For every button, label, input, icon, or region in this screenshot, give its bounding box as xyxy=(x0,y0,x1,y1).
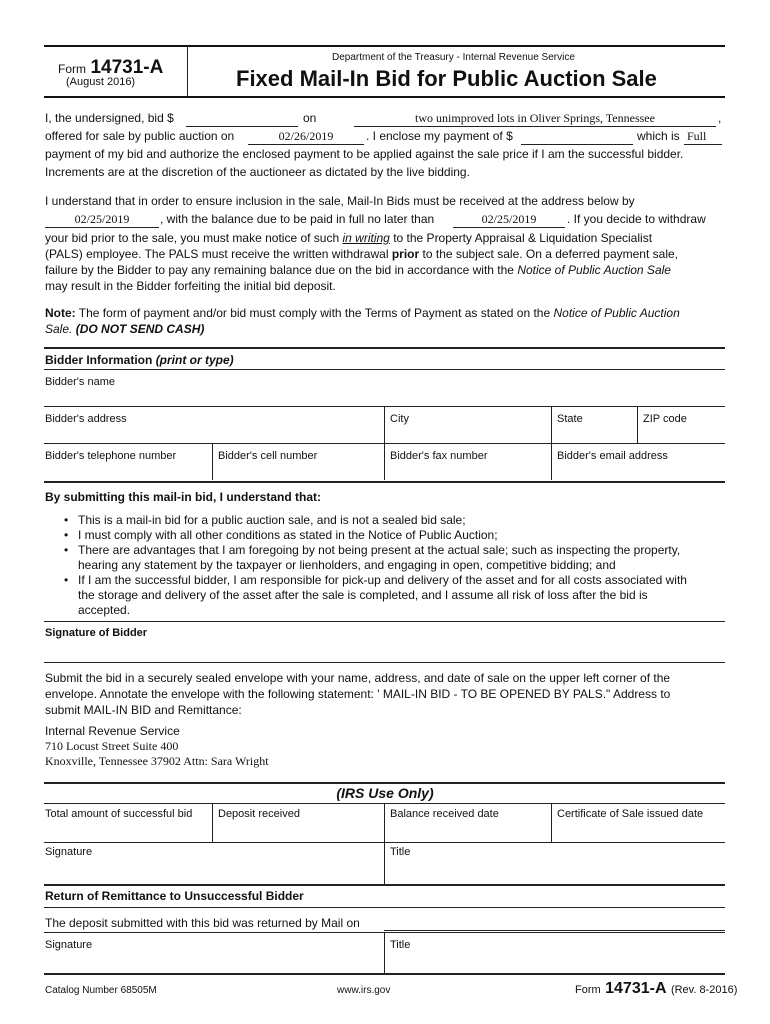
page-title: Fixed Mail-In Bid for Public Auction Sale xyxy=(236,66,657,91)
bidder-address-field[interactable] xyxy=(44,407,384,443)
certificate-date-label: Certificate of Sale issued date xyxy=(557,808,704,820)
note-line-2 xyxy=(45,321,204,337)
fax-label: Bidder's fax number xyxy=(390,450,488,462)
signature-bottom-rule xyxy=(44,662,725,663)
city-label: City xyxy=(390,413,409,425)
no-cash-text: (DO NOT SEND CASH) xyxy=(75,322,205,336)
intro-which-label: which is xyxy=(637,129,680,143)
understand-line-4 xyxy=(45,246,678,262)
irs-section-rule xyxy=(44,782,725,784)
understand-l3-b: to the Property Appraisal & Liquidation Specialist xyxy=(393,231,653,245)
form-number: 14731-A xyxy=(90,57,164,78)
agreement-item-1-text: This is a mail-in bid for a public auction sale, and is not a sealed bid sale; xyxy=(78,513,466,527)
intro-line-3: payment of my bid and authorize the enclosed payment to be applied against the sale price if I am the successful bidder. xyxy=(45,147,684,161)
bidder-name-label: Bidder's name xyxy=(45,376,115,388)
agreement-item-4-l3: accepted. xyxy=(78,603,131,617)
header-divider xyxy=(187,46,188,96)
auction-date-field[interactable] xyxy=(248,129,364,145)
irs-signature-label: Signature xyxy=(45,846,93,858)
header-top-rule xyxy=(44,45,725,47)
intro-payment-label: . I enclose my payment of $ xyxy=(366,129,513,143)
agreement-item-4-l1: • If I am the successful bidder, I am responsible for pick-up and delivery of the asset and for all costs associated with xyxy=(78,573,687,587)
property-field[interactable] xyxy=(354,111,716,127)
agreement-heading: By submitting this mail-in bid, I understand that: xyxy=(45,490,321,504)
irs-signature-field[interactable] xyxy=(44,843,384,884)
payment-type-value: Full xyxy=(687,129,707,143)
cell-field[interactable] xyxy=(213,444,384,480)
note-line-1 xyxy=(45,305,680,321)
receipt-deadline-value: 02/25/2019 xyxy=(74,212,130,226)
state-label: State xyxy=(557,413,583,425)
agreement-item-3 xyxy=(62,543,724,573)
footer-form-number: 14731-A xyxy=(605,980,667,997)
intro-comma: , xyxy=(718,111,722,125)
balance-received-field[interactable] xyxy=(385,804,551,842)
intro-bid-label: I, the undersigned, bid $ xyxy=(45,111,174,125)
city-field[interactable] xyxy=(385,407,551,443)
remittance-signature-label: Signature xyxy=(45,939,93,951)
deposit-received-field[interactable] xyxy=(213,804,384,842)
agency-name: Department of the Treasury - Internal Revenue Service xyxy=(332,52,575,63)
bidder-info-heading xyxy=(45,353,234,367)
understand-l3-a: your bid prior to the sale, you must make notice of such xyxy=(45,231,340,245)
footer-revision: (Rev. 8-2016) xyxy=(670,984,738,996)
header-bottom-rule xyxy=(44,96,725,98)
agreement-item-4-l2: the storage and delivery of the asset after the sale is completed, and I assume all risk of loss after the bid is xyxy=(78,588,648,602)
irs-website-link[interactable]: www.irs.gov xyxy=(337,985,391,996)
balance-due-value: 02/25/2019 xyxy=(481,212,537,226)
certificate-date-field[interactable] xyxy=(552,804,725,842)
understand-l5-a: failure by the Bidder to pay any remaining balance due on the bid in accordance with the xyxy=(45,263,514,277)
address-line-3: Knoxville, Tennessee 37902 Attn: Sara Wright xyxy=(45,754,269,768)
prior-text: prior xyxy=(391,247,420,261)
bidder-address-label: Bidder's address xyxy=(45,413,127,425)
agreement-item-4 xyxy=(62,573,724,618)
deposit-received-label: Deposit received xyxy=(218,808,300,820)
returned-by-mail-label: The deposit submitted with this bid was returned by Mail on xyxy=(45,916,360,930)
agreement-item-3-l1: • There are advantages that I am foregoing by not being present at the actual sale; such as inspecting the property, xyxy=(78,543,681,557)
email-field[interactable] xyxy=(552,444,725,480)
remittance-title-label: Title xyxy=(390,939,411,951)
email-label: Bidder's email address xyxy=(557,450,668,462)
remittance-heading-rule xyxy=(44,907,725,908)
balance-received-label: Balance received date xyxy=(390,808,499,820)
agreement-item-1 xyxy=(62,513,724,528)
notice-title-text: Notice of Public Auction Sale xyxy=(517,263,671,277)
receipt-deadline-field[interactable] xyxy=(45,212,159,228)
footer-form-word: Form xyxy=(575,984,601,996)
form-date: (August 2016) xyxy=(66,76,136,88)
address-line-1: Internal Revenue Service xyxy=(45,724,180,738)
bid-amount-field[interactable] xyxy=(186,111,298,127)
intro-line-4: Increments are at the discretion of the auctioneer as dictated by the live bidding. xyxy=(45,165,470,179)
contact-row-rule xyxy=(44,481,725,483)
bidder-name-field[interactable] xyxy=(44,370,725,406)
agreement-list xyxy=(62,513,724,618)
understand-l4-a: (PALS) employee. The PALS must receive the written withdrawal xyxy=(45,247,389,261)
note-l1-a: The form of payment and/or bid must comply with the Terms of Payment as stated on the xyxy=(78,306,551,320)
catalog-number: Catalog Number 68505M xyxy=(45,985,157,996)
understand-line-6: may result in the Bidder forfeiting the initial bid deposit. xyxy=(45,279,336,293)
understand-line-3 xyxy=(45,230,652,246)
irs-bottom-rule xyxy=(44,884,725,886)
bidder-info-heading-text: Bidder Information xyxy=(45,353,153,367)
submit-line-2: envelope. Annotate the envelope with the following statement: ' MAIL-IN BID - TO BE OPENED BY PALS." Address to xyxy=(45,687,671,701)
agreement-item-3-l2: hearing any statement by the taxpayer or lienholders, and engaging in open, competitive bidding; and xyxy=(78,558,616,572)
state-field[interactable] xyxy=(552,407,637,443)
form-word: Form xyxy=(58,62,86,76)
total-bid-field[interactable] xyxy=(44,804,212,842)
irs-title-label: Title xyxy=(390,846,411,858)
note-l2-em: Sale. xyxy=(45,322,73,336)
zip-field[interactable] xyxy=(638,407,725,443)
payment-type-field[interactable] xyxy=(684,129,722,145)
irs-use-heading: (IRS Use Only) xyxy=(336,785,434,801)
understand-l4-b: to the subject sale. On a deferred payment sale, xyxy=(422,247,678,261)
understand-line-5 xyxy=(45,262,671,278)
in-writing-text: in writing xyxy=(342,231,390,245)
fax-field[interactable] xyxy=(385,444,551,480)
property-value: two unimproved lots in Oliver Springs, Tennessee xyxy=(415,111,655,125)
intro-on-label: on xyxy=(303,111,317,125)
submit-line-1: Submit the bid in a securely sealed envelope with your name, address, and date of sale on the upper left corner of the xyxy=(45,671,671,685)
telephone-field[interactable] xyxy=(44,444,212,480)
understand-withdraw-label: . If you decide to withdraw xyxy=(567,212,706,226)
bidder-info-heading-em: (print or type) xyxy=(155,353,234,367)
signature-of-bidder-label: Signature of Bidder xyxy=(45,627,148,639)
remittance-title-field[interactable] xyxy=(385,933,725,973)
intro-auction-label: offered for sale by public auction on xyxy=(45,129,235,143)
bidder-section-rule xyxy=(44,347,725,349)
submit-line-3: submit MAIL-IN BID and Remittance: xyxy=(45,703,242,717)
remittance-heading: Return of Remittance to Unsuccessful Bidder xyxy=(45,889,304,903)
auction-date-value: 02/26/2019 xyxy=(278,129,334,143)
remittance-signature-field[interactable] xyxy=(44,933,384,973)
irs-title-field[interactable] xyxy=(385,843,725,884)
agreement-item-2-text: I must comply with all other conditions as stated in the Notice of Public Auction; xyxy=(78,528,498,542)
cell-label: Bidder's cell number xyxy=(218,450,318,462)
agreement-item-2 xyxy=(62,528,724,543)
bidder-signature-field[interactable] xyxy=(44,622,725,662)
understand-balance-label: , with the balance due to be paid in full no later than xyxy=(160,212,435,226)
footer-form-id xyxy=(575,980,737,998)
note-l1-em: Notice of Public Auction xyxy=(553,306,680,320)
understand-line-1: I understand that in order to ensure inclusion in the sale, Mail-In Bids must be received at the address below by xyxy=(45,194,635,208)
returned-date-field[interactable] xyxy=(384,915,725,931)
address-line-2: 710 Locust Street Suite 400 xyxy=(45,739,179,753)
balance-due-field[interactable] xyxy=(453,212,565,228)
zip-label: ZIP code xyxy=(643,413,687,425)
note-label: Note: xyxy=(45,306,76,320)
telephone-label: Bidder's telephone number xyxy=(45,450,177,462)
remittance-bottom-rule xyxy=(44,973,725,975)
total-bid-label: Total amount of successful bid xyxy=(45,808,193,820)
payment-amount-field[interactable] xyxy=(521,129,633,145)
